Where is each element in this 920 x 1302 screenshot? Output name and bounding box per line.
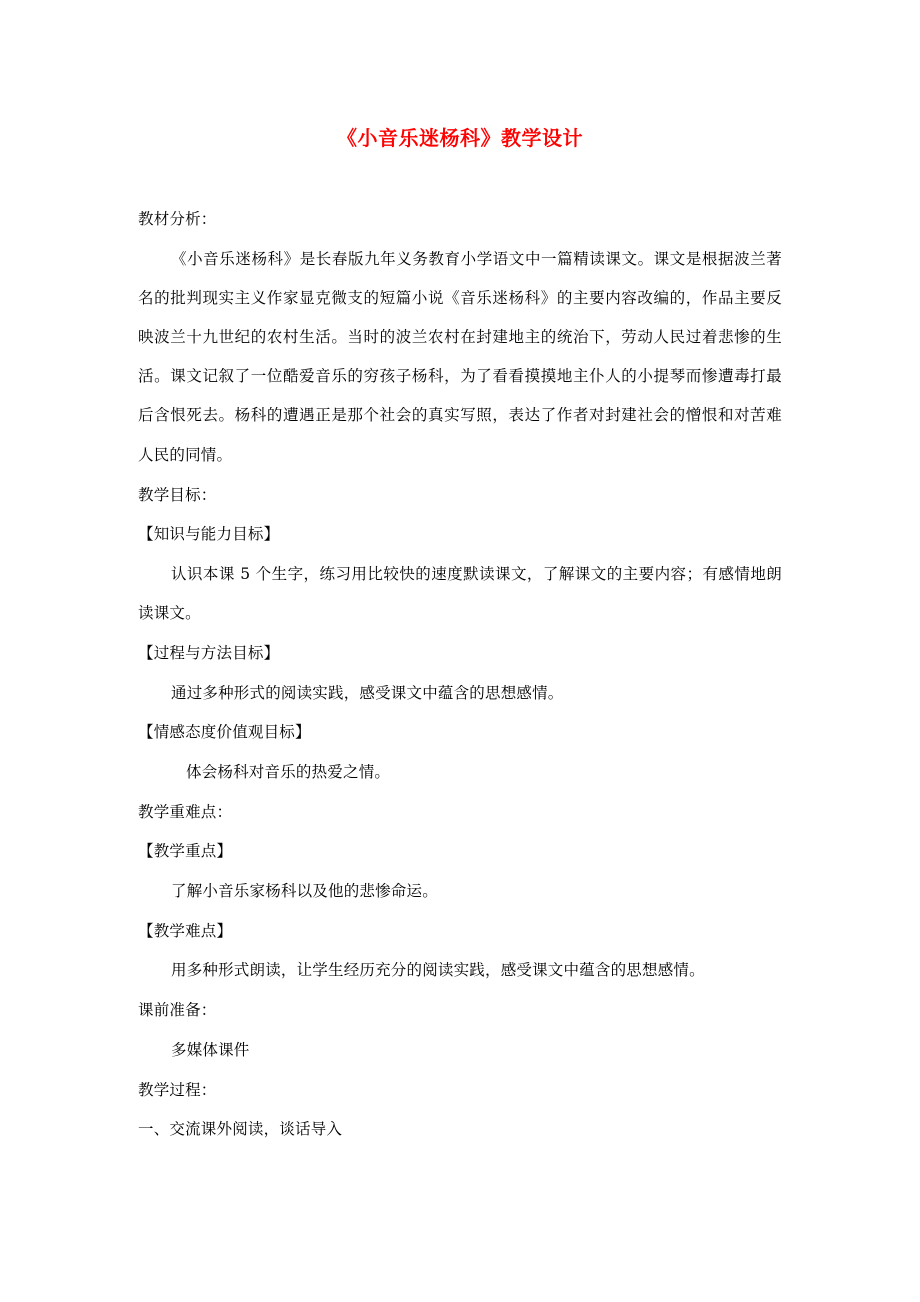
paragraph-line: 用多种形式朗读，让学生经历充分的阅读实践，感受课文中蕴含的思想感情。	[171, 961, 705, 979]
section-heading-process: 教学过程：	[138, 1081, 217, 1099]
paragraph-line: 《小音乐迷杨科》是长春版九年义务教育小学语文中一篇精读课文。课文是根据波兰著	[171, 250, 782, 268]
paragraph-line: 认识本课 5 个生字，练习用比较快的速度默读课文，了解课文的主要内容；有感情地朗	[171, 565, 782, 583]
paragraph-line: 通过多种形式的阅读实践，感受课文中蕴含的思想感情。	[171, 684, 564, 702]
paragraph-line: 多媒体课件	[171, 1041, 250, 1059]
section-heading-preparation: 课前准备：	[138, 1001, 217, 1019]
document-title: 《小音乐迷杨科》教学设计	[337, 126, 583, 150]
paragraph-line: 映波兰十九世纪的农村生活。当时的波兰农村在封建地主的统治下，劳动人民过着悲惨的生	[138, 328, 782, 346]
paragraph-line: 了解小音乐家杨科以及他的悲惨命运。	[171, 882, 438, 900]
subheading-teaching-difficulty: 【教学难点】	[138, 922, 233, 940]
paragraph-line: 活。课文记叙了一位酷爱音乐的穷孩子杨科，为了看看摸摸地主仆人的小提琴而惨遭毒打最	[138, 367, 782, 385]
paragraph-line: 后含恨死去。杨科的遭遇正是那个社会的真实写照，表达了作者对封建社会的憎恨和对苦难	[138, 406, 782, 424]
subheading-knowledge-goal: 【知识与能力目标】	[138, 525, 280, 543]
subheading-emotion-goal: 【情感态度价值观目标】	[138, 723, 311, 741]
section-heading-material-analysis: 教材分析：	[138, 210, 217, 228]
paragraph-line: 名的批判现实主义作家显克微支的短篇小说《音乐迷杨科》的主要内容改编的，作品主要反	[138, 289, 782, 307]
subheading-teaching-focus: 【教学重点】	[138, 842, 233, 860]
section-heading-key-points: 教学重难点：	[138, 803, 233, 821]
subheading-process-goal: 【过程与方法目标】	[138, 644, 280, 662]
paragraph-line: 人民的同情。	[138, 446, 233, 464]
section-heading-teaching-goals: 教学目标：	[138, 486, 217, 504]
process-step-1: 一、交流课外阅读，谈话导入	[138, 1120, 343, 1138]
paragraph-line: 体会杨科对音乐的热爱之情。	[186, 763, 391, 781]
paragraph-line: 读课文。	[138, 604, 201, 622]
